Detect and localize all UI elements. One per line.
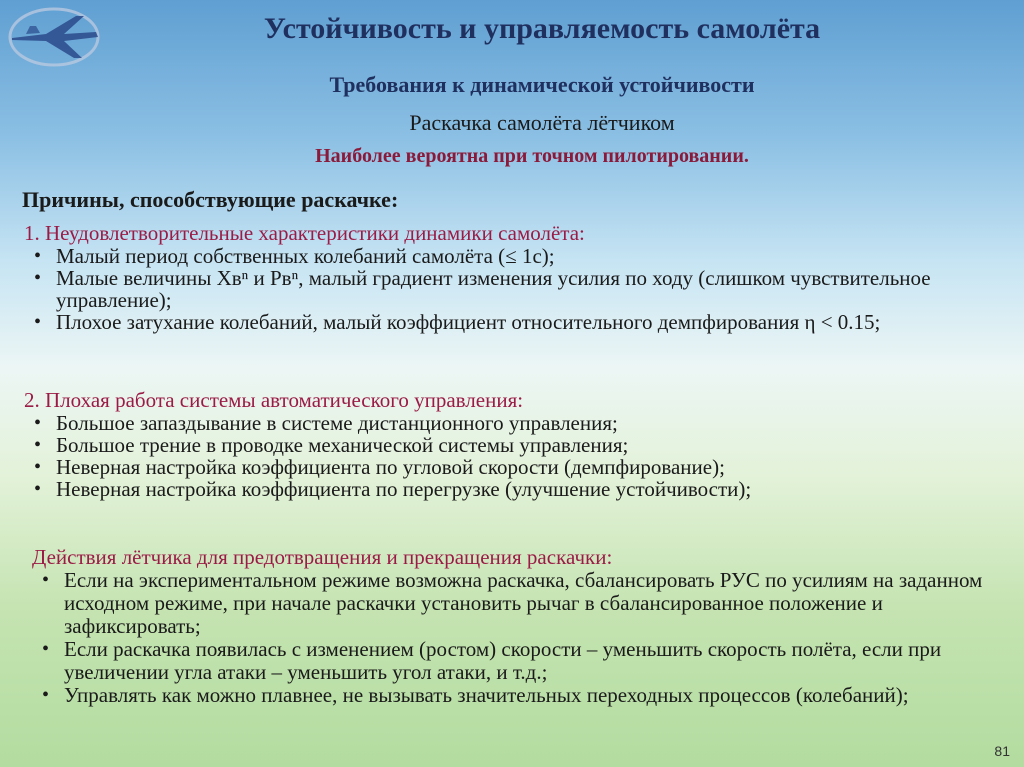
highlight-note: Наиболее вероятна при точном пилотировании. <box>315 145 749 167</box>
section-automatic-control <box>24 388 984 500</box>
section-automatic-control-heading: 2. Плохая работа системы автоматического управления: <box>24 388 524 412</box>
causes-heading: Причины, способствующие раскачке: <box>22 187 399 212</box>
list-item: • Неверная настройка коэффициента по перегрузке (улучшение устойчивости); <box>24 478 984 500</box>
page-title: Устойчивость и управляемость самолёта <box>263 12 821 45</box>
section-dynamics <box>24 221 984 333</box>
list-item: • Большое запаздывание в системе дистанционного управления; <box>24 412 984 434</box>
section-dynamics-heading: 1. Неудовлетворительные характеристики динамики самолёта: <box>24 221 585 245</box>
topic-subtitle: Раскачка самолёта лётчиком <box>409 110 675 135</box>
list-item: • Если раскачка появилась с изменением (ростом) скорости – уменьшить скорость полёта, если при увеличении угла атаки – уменьшить угол атаки, и т.д.; <box>32 638 984 684</box>
section-automatic-control-list <box>24 412 984 500</box>
list-item: • Большое трение в проводке механической системы управления; <box>24 434 984 456</box>
list-item: • Плохое затухание колебаний, малый коэффициент относительного демпфирования η < 0.15; <box>24 311 984 333</box>
section-dynamics-list <box>24 245 984 333</box>
list-item: • Управлять как можно плавнее, не вызывать значительных переходных процессов (колебаний); <box>32 684 984 707</box>
section-subtitle: Требования к динамической устойчивости <box>329 72 755 97</box>
list-item: • Малые величины Xвⁿ и Pвⁿ, малый градиент изменения усилия по ходу (слишком чувствительное управление); <box>24 267 984 311</box>
section-pilot-actions-heading: Действия лётчика для предотвращения и прекращения раскачки: <box>32 545 613 569</box>
section-pilot-actions <box>32 545 984 707</box>
section-pilot-actions-list <box>32 569 984 707</box>
page-number: 81 <box>994 743 1010 759</box>
list-item: • Если на экспериментальном режиме возможна раскачка, сбалансировать РУС по усилиям на заданном исходном режиме, при начале раскачки установить рычаг в сбалансированное положение и зафиксировать; <box>32 569 984 638</box>
list-item: • Малый период собственных колебаний самолёта (≤ 1с); <box>24 245 984 267</box>
list-item: • Неверная настройка коэффициента по угловой скорости (демпфирование); <box>24 456 984 478</box>
